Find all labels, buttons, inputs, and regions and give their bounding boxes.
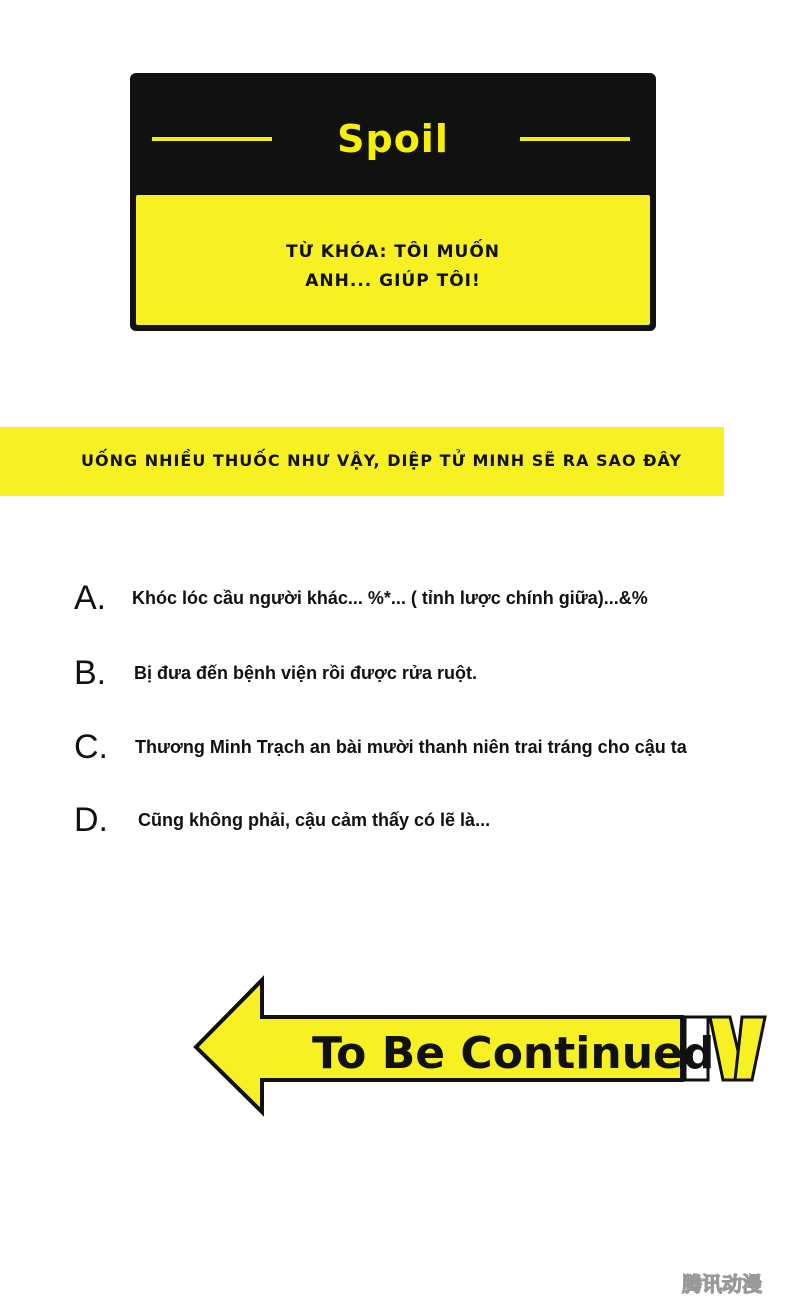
watermark-text: 腾讯动漫 [682,1272,762,1296]
spoil-box [130,73,656,331]
question-text: UỐNG NHIỀU THUỐC NHƯ VẬY, DIỆP TỬ MINH SẼ RA SAO ĐÂY [81,451,682,470]
watermark-logo [652,1270,792,1296]
question-banner [0,427,724,496]
option-letter: D. [74,801,108,839]
option-text: Thương Minh Trạch an bài mười thanh niên trai tráng cho cậu ta [135,737,687,757]
to-be-continued-banner [190,972,770,1122]
spoil-content-panel [136,195,650,325]
spoil-keyword-line-2: ANH... GIÚP TÔI! [305,271,481,291]
spoil-title: Spoil [337,117,449,161]
to-be-continued-text: To Be Continued [312,1028,715,1079]
spoil-keyword [136,238,650,296]
option-text: Cũng không phải, cậu cảm thấy có lẽ là... [138,810,491,830]
spoil-keyword-line-1: TỪ KHÓA: TÔI MUỐN [286,242,500,262]
option-text: Khóc lóc cầu người khác... %*... ( tỉnh lược chính giữa)...&% [132,588,648,608]
option-letter: B. [74,654,107,692]
option-letter: C. [74,728,108,766]
option-letter: A. [74,579,107,617]
spoil-divider-right [520,137,630,141]
option-text: Bị đưa đến bệnh viện rồi được rửa ruột. [134,663,477,683]
